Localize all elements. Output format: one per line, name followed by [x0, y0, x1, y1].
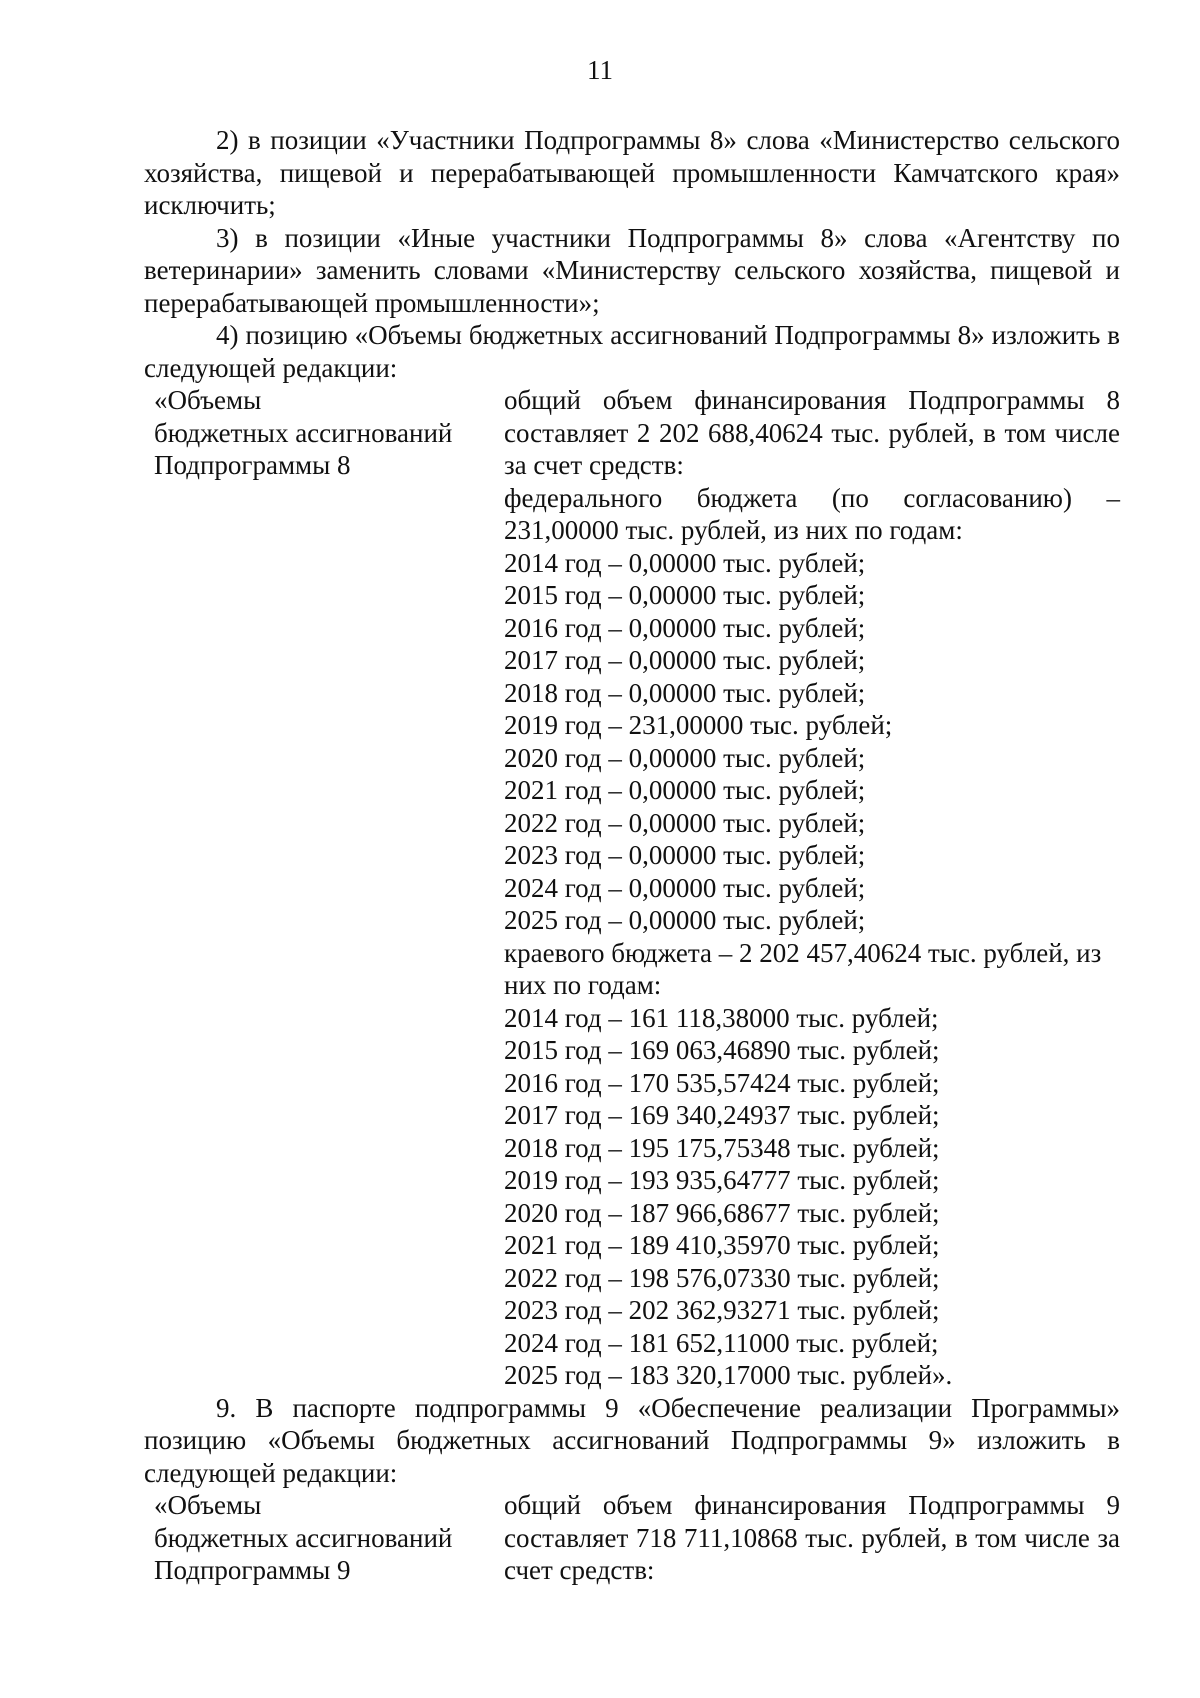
budget-table-9-label — [144, 1489, 504, 1587]
total-financing-text: общий объем финансирования Подпрограммы 8 составляет 2 202 688,40624 тыс. рублей, в том числе за счет средств: — [504, 385, 1120, 480]
paragraph-9: 9. В паспорте подпрограммы 9 «Обеспечение реализации Программы» позицию «Объемы бюджетных ассигнований Подпрограммы 9» изложить в следующей редакции: — [144, 1392, 1120, 1488]
budget-table-8-label — [144, 384, 504, 1392]
page-number: 11 — [587, 55, 613, 85]
regional-year-line: 2021 год – 189 410,35970 тыс. рублей; — [504, 1230, 940, 1260]
budget-table-9-content — [504, 1489, 1120, 1587]
label-line: Подпрограммы 8 — [154, 450, 351, 480]
federal-year-line: 2023 год – 0,00000 тыс. рублей; — [504, 840, 866, 870]
paragraph-4: 4) позицию «Объемы бюджетных ассигнований Подпрограммы 8» изложить в следующей редакции: — [144, 320, 1120, 383]
regional-year-line: 2025 год – 183 320,17000 тыс. рублей». — [504, 1360, 953, 1390]
regional-year-line: 2017 год – 169 340,24937 тыс. рублей; — [504, 1100, 940, 1130]
regional-year-line: 2014 год – 161 118,38000 тыс. рублей; — [504, 1002, 939, 1033]
label-line: «Объемы — [154, 385, 262, 415]
regional-year-line: 2016 год – 170 535,57424 тыс. рублей; — [504, 1067, 940, 1098]
budget-table-subprogram-8 — [144, 384, 1120, 1392]
total-financing-text-9: общий объем финансирования Подпрограммы 9 составляет 718 711,10868 тыс. рублей, в том числе за счет средств: — [504, 1490, 1120, 1585]
regional-year-line: 2019 год – 193 935,64777 тыс. рублей; — [504, 1165, 940, 1195]
federal-year-line: 2019 год – 231,00000 тыс. рублей; — [504, 710, 893, 740]
budget-table-8-content — [504, 384, 1120, 1392]
federal-year-line: 2025 год – 0,00000 тыс. рублей; — [504, 905, 866, 935]
paragraph-3: 3) в позиции «Иные участники Подпрограммы 8» слова «Агентству по ветеринарии» заменить словами «Министерству сельского хозяйства, пищевой и перерабатывающей промышленности»; — [144, 222, 1120, 318]
federal-year-line: 2021 год – 0,00000 тыс. рублей; — [504, 775, 866, 805]
regional-year-line: 2018 год – 195 175,75348 тыс. рублей; — [504, 1132, 940, 1163]
regional-year-line: 2023 год – 202 362,93271 тыс. рублей; — [504, 1295, 940, 1325]
regional-budget-text: краевого бюджета – 2 202 457,40624 тыс. рублей, из них по годам: — [504, 937, 1102, 1000]
federal-year-line: 2014 год – 0,00000 тыс. рублей; — [504, 547, 866, 578]
federal-budget-text: федерального бюджета (по согласованию) – 231,00000 тыс. рублей, из них по годам: — [504, 482, 1120, 545]
federal-year-line: 2016 год – 0,00000 тыс. рублей; — [504, 612, 866, 643]
paragraph-2: 2) в позиции «Участники Подпрограммы 8» слова «Министерство сельского хозяйства, пищевой и перерабатывающей промышленности Камчатского края» исключить; — [144, 125, 1120, 220]
label-line: «Объемы — [154, 1490, 262, 1520]
regional-year-line: 2020 год – 187 966,68677 тыс. рублей; — [504, 1197, 940, 1228]
federal-year-line: 2015 год – 0,00000 тыс. рублей; — [504, 580, 866, 610]
federal-year-line: 2018 год – 0,00000 тыс. рублей; — [504, 677, 866, 708]
regional-year-line: 2024 год – 181 652,11000 тыс. рублей; — [504, 1327, 939, 1358]
federal-year-line: 2022 год – 0,00000 тыс. рублей; — [504, 807, 866, 838]
label-line: Подпрограммы 9 — [154, 1555, 351, 1585]
federal-year-line: 2020 год – 0,00000 тыс. рублей; — [504, 742, 866, 773]
regional-year-line: 2015 год – 169 063,46890 тыс. рублей; — [504, 1035, 940, 1065]
label-line: бюджетных ассигнований — [154, 417, 453, 448]
budget-table-subprogram-9 — [144, 1489, 1120, 1587]
federal-year-line: 2017 год – 0,00000 тыс. рублей; — [504, 645, 866, 675]
federal-year-line: 2024 год – 0,00000 тыс. рублей; — [504, 872, 866, 903]
document-body — [144, 124, 1120, 1587]
regional-year-line: 2022 год – 198 576,07330 тыс. рублей; — [504, 1262, 940, 1293]
label-line: бюджетных ассигнований — [154, 1522, 453, 1553]
